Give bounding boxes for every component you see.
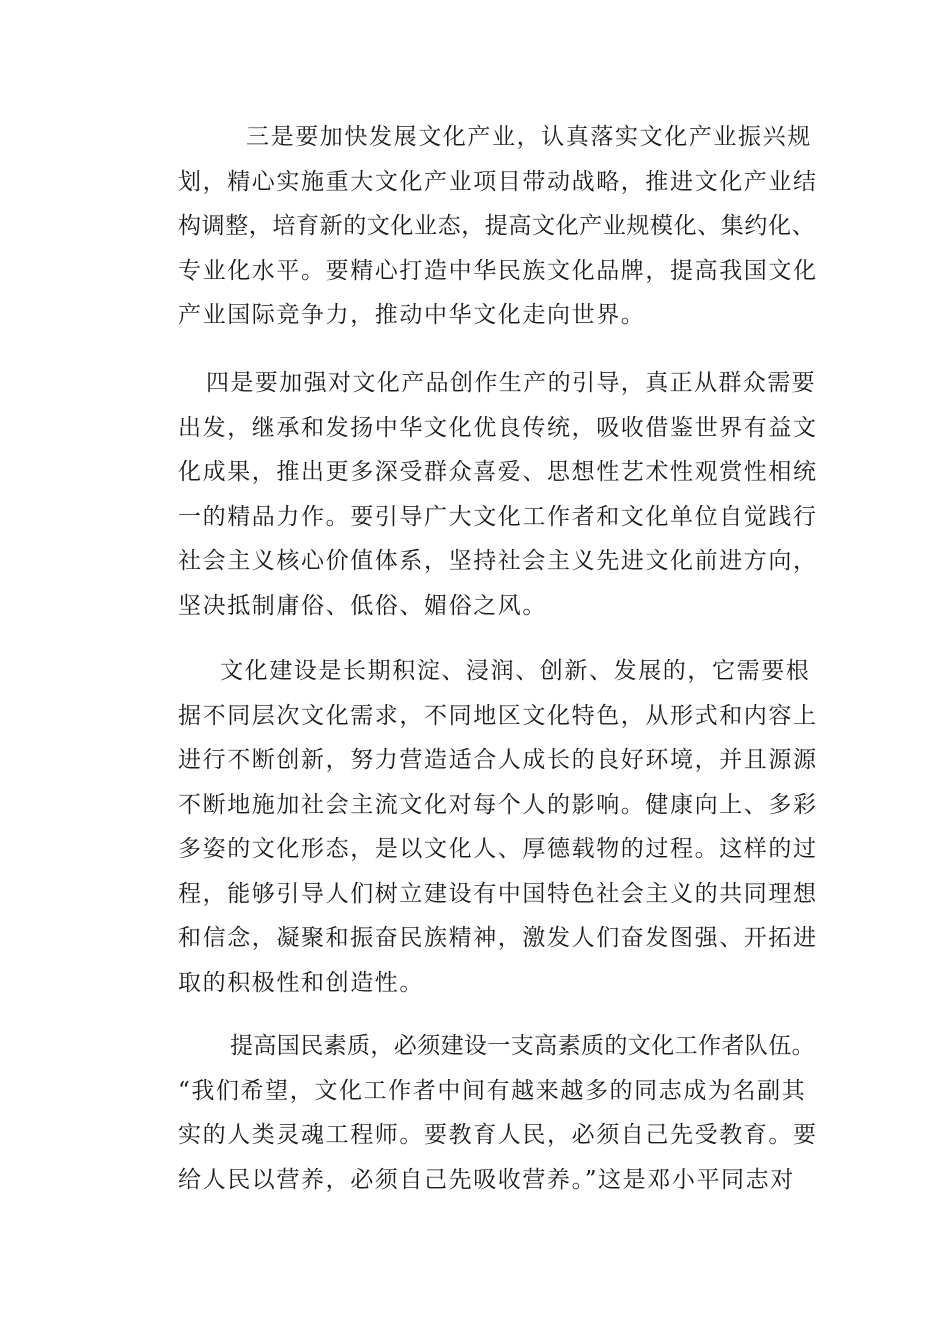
paragraph-line: 和信念，凝聚和振奋民族精神，激发人们奋发图强、开拓进 [178,925,818,951]
paragraph-line: 三是要加快发展文化产业，认真落实文化产业振兴规 [246,124,812,150]
paragraph-line: 取的积极性和创造性。 [178,969,424,996]
paragraph-line: 构调整，培育新的文化业态，提高文化产业规模化、集约化、 [178,213,816,239]
paragraph-line: 社会主义核心价值体系，坚持社会主义先进文化前进方向， [178,548,818,574]
paragraph-line: 提高国民素质，必须建设一支高素质的文化工作者队伍。 [230,1033,815,1059]
paragraph-line: 专业化水平。要精心打造中华民族文化品牌，提高我国文化 [178,257,818,284]
paragraph-line: “我们希望，文化工作者中间有越来越多的同志成为名副其 [178,1077,807,1104]
paragraph-line: 程，能够引导人们树立建设有中国特色社会主义的共同理想 [178,880,818,907]
paragraph-line: 多姿的文化形态，是以文化人、厚德载物的过程。这样的过 [178,836,818,862]
paragraph-line: 产业国际竞争力，推动中华文化走向世界。 [178,302,646,328]
paragraph-national-quality [178,1024,818,1202]
paragraph-line: 坚决抵制庸俗、低俗、媚俗之风。 [178,592,547,619]
paragraph-line: 不断地施加社会主流文化对每个人的影响。健康向上、多彩 [178,791,818,818]
paragraph-cultural-products [178,361,818,628]
paragraph-line: 一的精品力作。要引导广大文化工作者和文化单位自觉践行 [178,503,818,530]
paragraph-line: 划，精心实施重大文化产业项目带动战略，推进文化产业结 [178,168,818,195]
paragraph-line: 四是要加强对文化产品创作生产的引导，真正从群众需要 [206,370,816,396]
paragraph-line: 据不同层次文化需求，不同地区文化特色，从形式和内容上 [178,702,818,729]
paragraph-line: 进行不断创新，努力营造适合人成长的良好环境，并且源源 [178,747,818,773]
paragraph-cultural-industry [178,115,818,338]
paragraph-line: 出发，继承和发扬中华文化优良传统，吸收借鉴世界有益文 [178,414,818,441]
paragraph-cultural-construction [178,649,818,1005]
paragraph-line: 实的人类灵魂工程师。要教育人民，必须自己先受教育。要 [178,1122,818,1148]
paragraph-line: 给人民以营养，必须自己先吸收营养。”这是邓小平同志对 [178,1166,795,1193]
paragraph-line: 化成果，推出更多深受群众喜爱、思想性艺术性观赏性相统 [178,459,818,485]
paragraph-line: 文化建设是长期积淀、浸润、创新、发展的，它需要根 [220,658,811,684]
